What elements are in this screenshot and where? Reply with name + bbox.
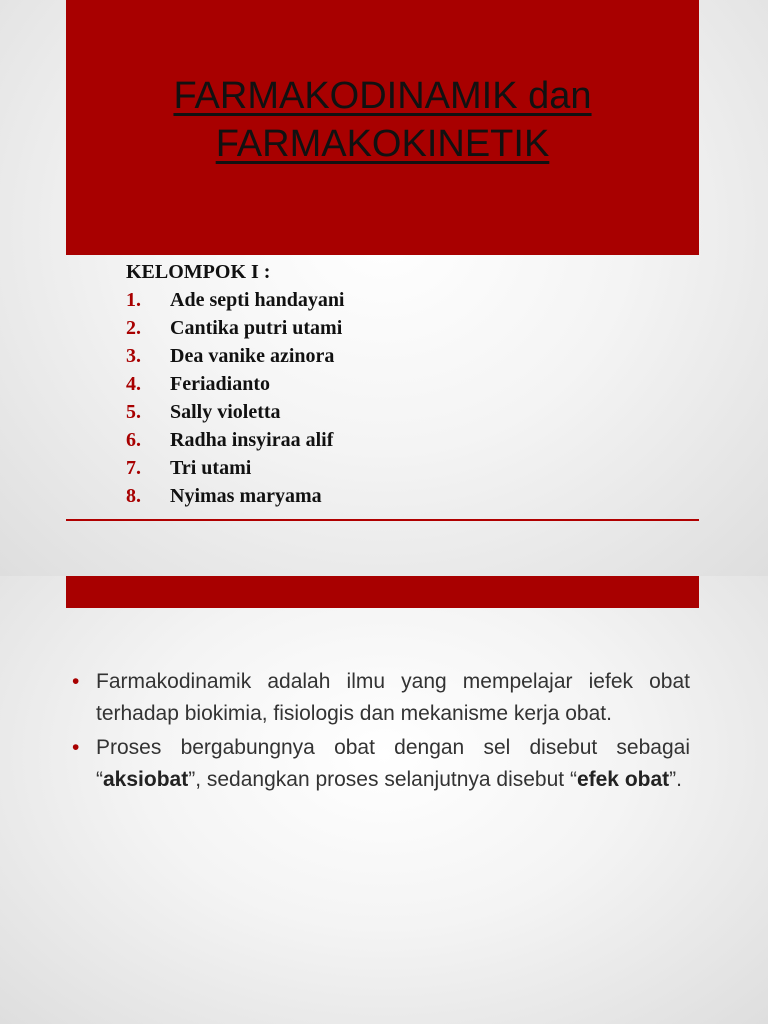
member-name: Cantika putri utami	[170, 317, 343, 339]
bullet-item	[72, 666, 690, 730]
bullet-text-part: ”, sedangkan proses selanjutnya disebut “	[188, 768, 577, 791]
content-slide	[0, 576, 768, 1024]
bold-term: aksiobat	[103, 768, 189, 791]
slide-title	[66, 72, 699, 168]
member-name: Radha insyiraa alif	[170, 429, 334, 451]
list-item	[126, 398, 345, 426]
member-name: Tri utami	[170, 457, 252, 479]
list-number: 1.	[126, 289, 141, 311]
bullet-text-part: ”.	[669, 768, 682, 791]
group-heading: KELOMPOK I :	[126, 261, 271, 283]
list-item	[126, 482, 345, 510]
list-item	[126, 370, 345, 398]
member-list	[126, 286, 345, 510]
bullet-icon: •	[72, 670, 80, 693]
divider-line	[66, 519, 699, 521]
list-number: 7.	[126, 457, 141, 479]
list-number: 6.	[126, 429, 141, 451]
list-item	[126, 342, 345, 370]
member-name: Dea vanike azinora	[170, 345, 335, 367]
list-number: 2.	[126, 317, 141, 339]
title-banner	[66, 0, 699, 255]
list-item	[126, 426, 345, 454]
list-number: 4.	[126, 373, 141, 395]
bullet-icon: •	[72, 736, 80, 759]
list-number: 8.	[126, 485, 141, 507]
list-item	[126, 314, 345, 342]
list-item	[126, 286, 345, 314]
bullet-text-part: Proses bergabungnya obat dengan sel disebut sebagai “	[96, 736, 690, 791]
bullet-text: Farmakodinamik adalah ilmu yang mempelajar iefek obat terhadap biokimia, fisiologis dan mekanisme kerja obat.	[96, 670, 690, 725]
header-bar	[66, 576, 699, 608]
member-name: Ade septi handayani	[170, 289, 345, 311]
member-name: Feriadianto	[170, 373, 270, 395]
bullet-list	[72, 666, 690, 798]
list-item	[126, 454, 345, 482]
title-line-2: FARMAKOKINETIK	[215, 123, 550, 165]
list-number: 5.	[126, 401, 141, 423]
bold-term: efek obat	[576, 768, 670, 791]
member-name: Sally violetta	[170, 401, 281, 423]
list-number: 3.	[126, 345, 141, 367]
title-line-1: FARMAKODINAMIK dan	[173, 75, 592, 117]
member-name: Nyimas maryama	[170, 485, 322, 507]
bullet-item	[72, 732, 690, 796]
